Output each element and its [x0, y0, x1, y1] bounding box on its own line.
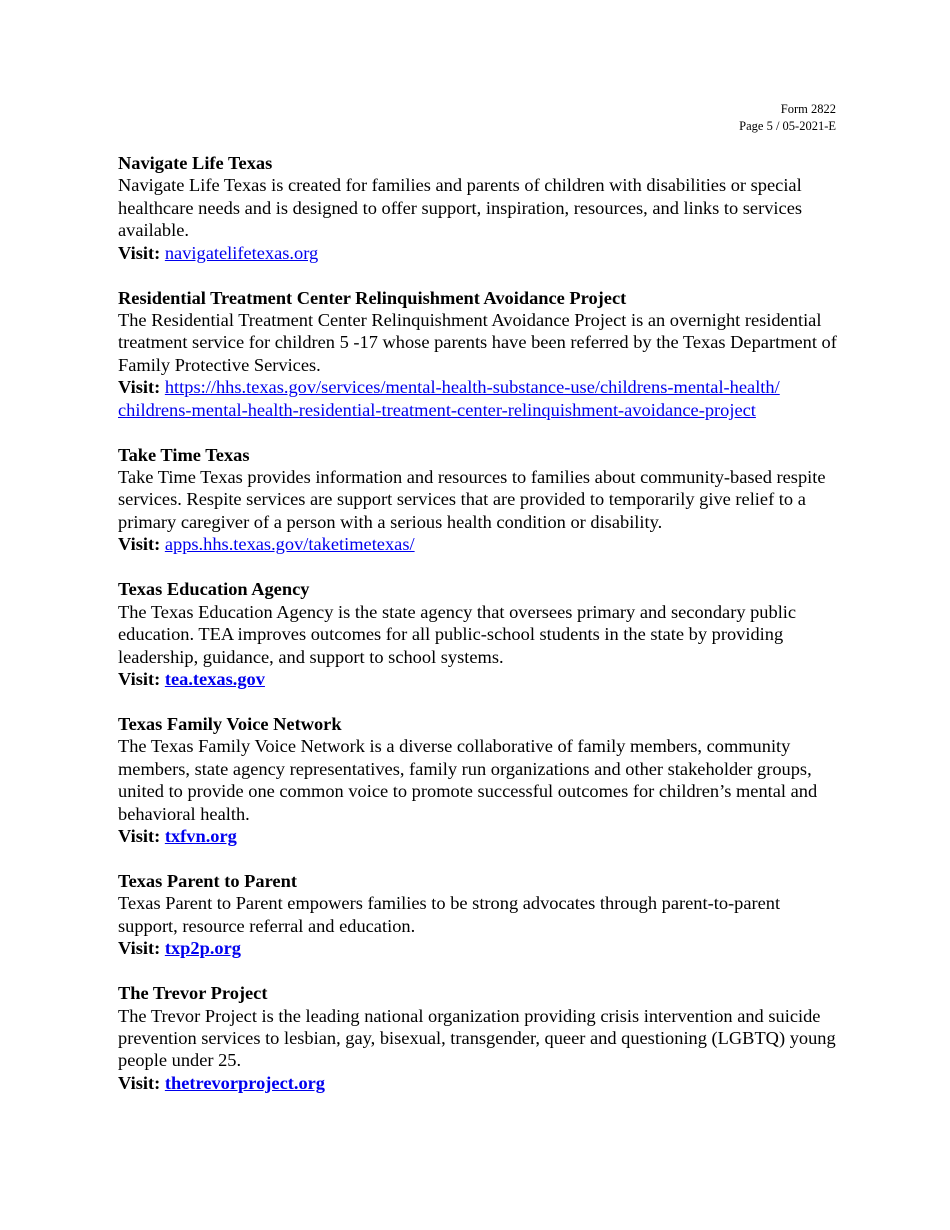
- visit-line: [118, 533, 843, 555]
- section-description: Texas Parent to Parent empowers families to be strong advocates through parent-to-parent support, resource referral and education.: [118, 893, 781, 936]
- visit-label: Visit:: [118, 668, 161, 689]
- section-trevor-project: [118, 982, 843, 1094]
- section-title: Texas Parent to Parent: [118, 870, 297, 891]
- section-navigate-life-texas: [118, 152, 843, 264]
- visit-line: [118, 937, 843, 959]
- section-title: Take Time Texas: [118, 444, 250, 465]
- section-title: Texas Family Voice Network: [118, 713, 342, 734]
- rtc-relinquishment-link-part1[interactable]: https://hhs.texas.gov/services/mental-health-substance-use/childrens-mental-health/: [164, 377, 780, 398]
- section-title: Residential Treatment Center Relinquishment Avoidance Project: [118, 287, 627, 308]
- section-title: The Trevor Project: [118, 983, 268, 1004]
- rtc-relinquishment-link-part2[interactable]: childrens-mental-health-residential-treatment-center-relinquishment-avoidance-project: [118, 399, 756, 420]
- section-residential-treatment-center: [118, 287, 843, 421]
- section-texas-education-agency: [118, 578, 843, 690]
- form-header: [739, 101, 836, 135]
- visit-label: Visit:: [118, 242, 161, 263]
- txfvn-link[interactable]: txfvn.org: [164, 825, 237, 846]
- visit-line: [118, 1072, 843, 1094]
- page-info: Page 5 / 05-2021-E: [739, 119, 836, 133]
- trevor-project-link[interactable]: thetrevorproject.org: [164, 1072, 326, 1093]
- resource-list: [118, 152, 843, 1117]
- visit-label: Visit:: [118, 534, 161, 555]
- section-description: The Trevor Project is the leading national organization providing crisis intervention and suicide prevention services to lesbian, gay, bisexual, transgender, queer and questioning (LGBTQ) young people under 25.: [118, 1005, 836, 1071]
- visit-label: Visit:: [118, 377, 161, 398]
- section-texas-parent-to-parent: [118, 870, 843, 960]
- section-description: The Texas Education Agency is the state agency that oversees primary and secondary public education. TEA improves outcomes for all public-school students in the state by providing leadership, guidance, and support to school systems.: [118, 601, 797, 667]
- navigate-life-texas-link[interactable]: navigatelifetexas.org: [164, 242, 319, 263]
- visit-line: [118, 825, 843, 847]
- visit-line: [118, 668, 843, 690]
- section-texas-family-voice-network: [118, 713, 843, 847]
- visit-label: Visit:: [118, 825, 161, 846]
- visit-line: [118, 242, 843, 264]
- visit-line: [118, 376, 843, 421]
- section-description: The Texas Family Voice Network is a diverse collaborative of family members, community members, state agency representatives, family run organizations and other stakeholder groups, united to provide one common voice to promote successful outcomes for children’s mental and behavioral health.: [118, 736, 818, 824]
- section-description: Take Time Texas provides information and resources to families about community-based respite services. Respite services are support services that are provided to temporarily give relief to a primary caregiver of a person with a serious health condition or disability.: [118, 467, 826, 532]
- txp2p-link[interactable]: txp2p.org: [164, 938, 241, 959]
- tea-link[interactable]: tea.texas.gov: [164, 668, 265, 689]
- section-title: Texas Education Agency: [118, 579, 310, 600]
- section-title: Navigate Life Texas: [118, 153, 273, 173]
- section-description: The Residential Treatment Center Relinquishment Avoidance Project is an overnight residential treatment service for children 5 -17 whose parents have been referred by the Texas Department of Family Protective Services.: [118, 310, 837, 375]
- visit-label: Visit:: [118, 1072, 161, 1093]
- form-number: Form 2822: [780, 102, 836, 116]
- visit-label: Visit:: [118, 938, 161, 959]
- section-description: Navigate Life Texas is created for families and parents of children with disabilities or special healthcare needs and is designed to offer support, inspiration, resources, and links to services available.: [118, 175, 803, 241]
- section-take-time-texas: [118, 444, 843, 556]
- take-time-texas-link[interactable]: apps.hhs.texas.gov/taketimetexas/: [164, 534, 415, 555]
